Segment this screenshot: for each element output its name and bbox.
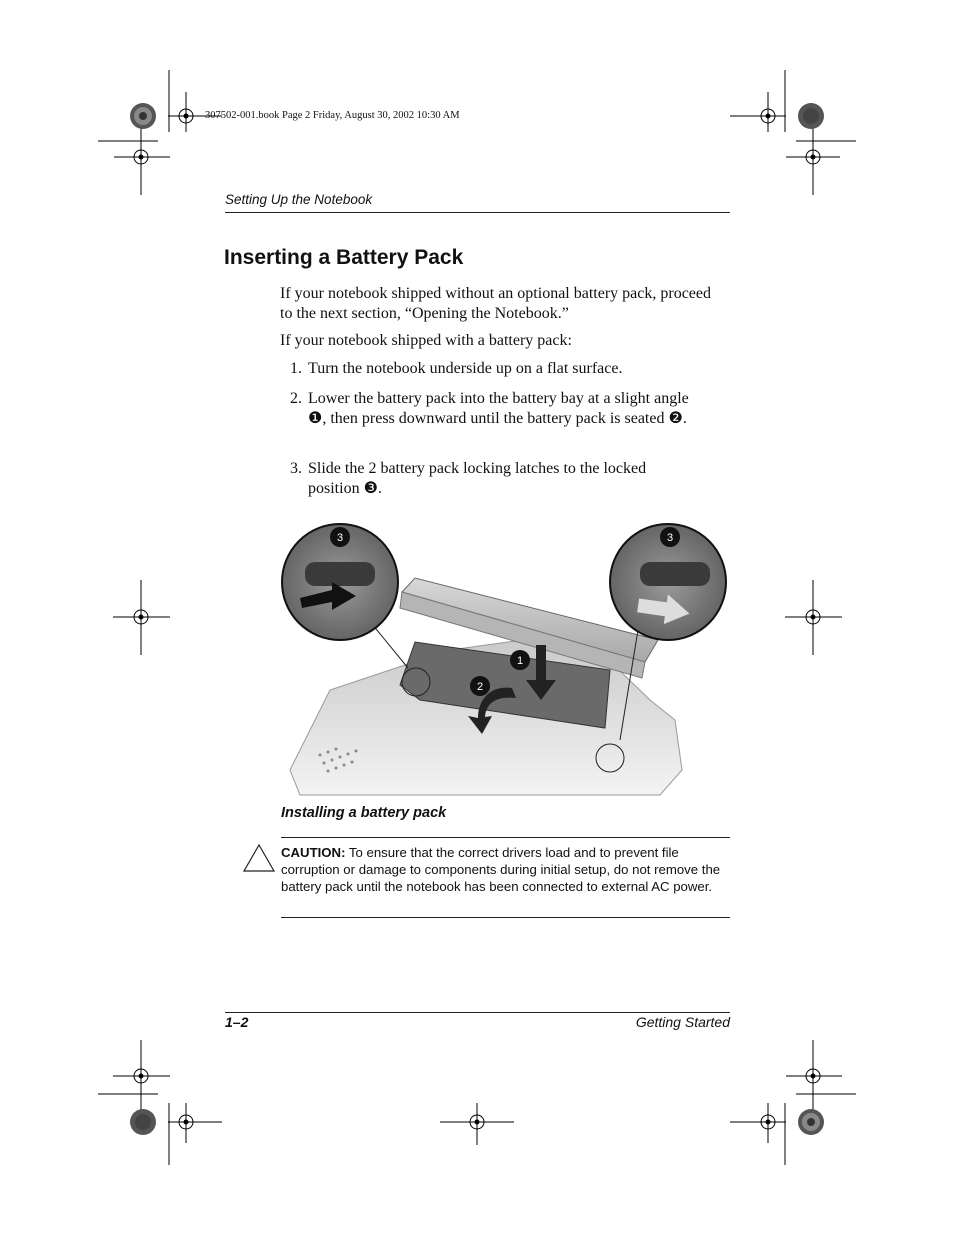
header-rule (225, 212, 730, 213)
page-number: 1–2 (225, 1014, 249, 1030)
callout-marker-2: ❷ (668, 410, 683, 427)
step-text: Slide the 2 battery pack locking latches to the locked position ❸. (308, 460, 647, 497)
section-title: Inserting a Battery Pack (224, 246, 464, 269)
step-number: 2. (290, 390, 302, 407)
caution-triangle-icon (242, 843, 276, 873)
figure-caption: Installing a battery pack (281, 805, 447, 821)
caution-rule-bottom (281, 917, 730, 918)
running-header: Setting Up the Notebook (225, 192, 373, 207)
lead-in-paragraph: If your notebook shipped with a battery pack: (280, 332, 572, 349)
battery-installation-illustration (280, 520, 732, 798)
caution-label: CAUTION: (281, 845, 346, 860)
callout-marker-1: ❶ (308, 410, 323, 427)
intro-paragraph: If your notebook shipped without an optional battery pack, proceed to the next section, “Opening the Notebook.” (280, 285, 711, 322)
caution-notice (281, 844, 721, 895)
step-text: Lower the battery pack into the battery bay at a slight angle ❶, then press downward until the battery pack is seated ❷. (308, 390, 689, 427)
print-info-line: 307502-001.book Page 2 Friday, August 30, 2002 10:30 AM (205, 110, 460, 121)
step-number: 3. (290, 460, 302, 477)
figure-callout-3-right: 3 (666, 532, 674, 544)
step-number: 1. (290, 360, 302, 377)
callout-marker-3: ❸ (363, 480, 378, 497)
figure-callout-1: 1 (516, 655, 524, 667)
footer-book-title: Getting Started (635, 1014, 730, 1030)
figure-callout-2: 2 (476, 681, 484, 693)
caution-rule-top (281, 837, 730, 838)
footer-rule (225, 1012, 730, 1013)
figure-callout-3-left: 3 (336, 532, 344, 544)
caution-body: To ensure that the correct drivers load and to prevent file corruption or damage to components during initial setup, do not remove the battery pack until the notebook has been connected to external AC power. (281, 845, 721, 894)
step-text: Turn the notebook underside up on a flat surface. (308, 360, 623, 377)
